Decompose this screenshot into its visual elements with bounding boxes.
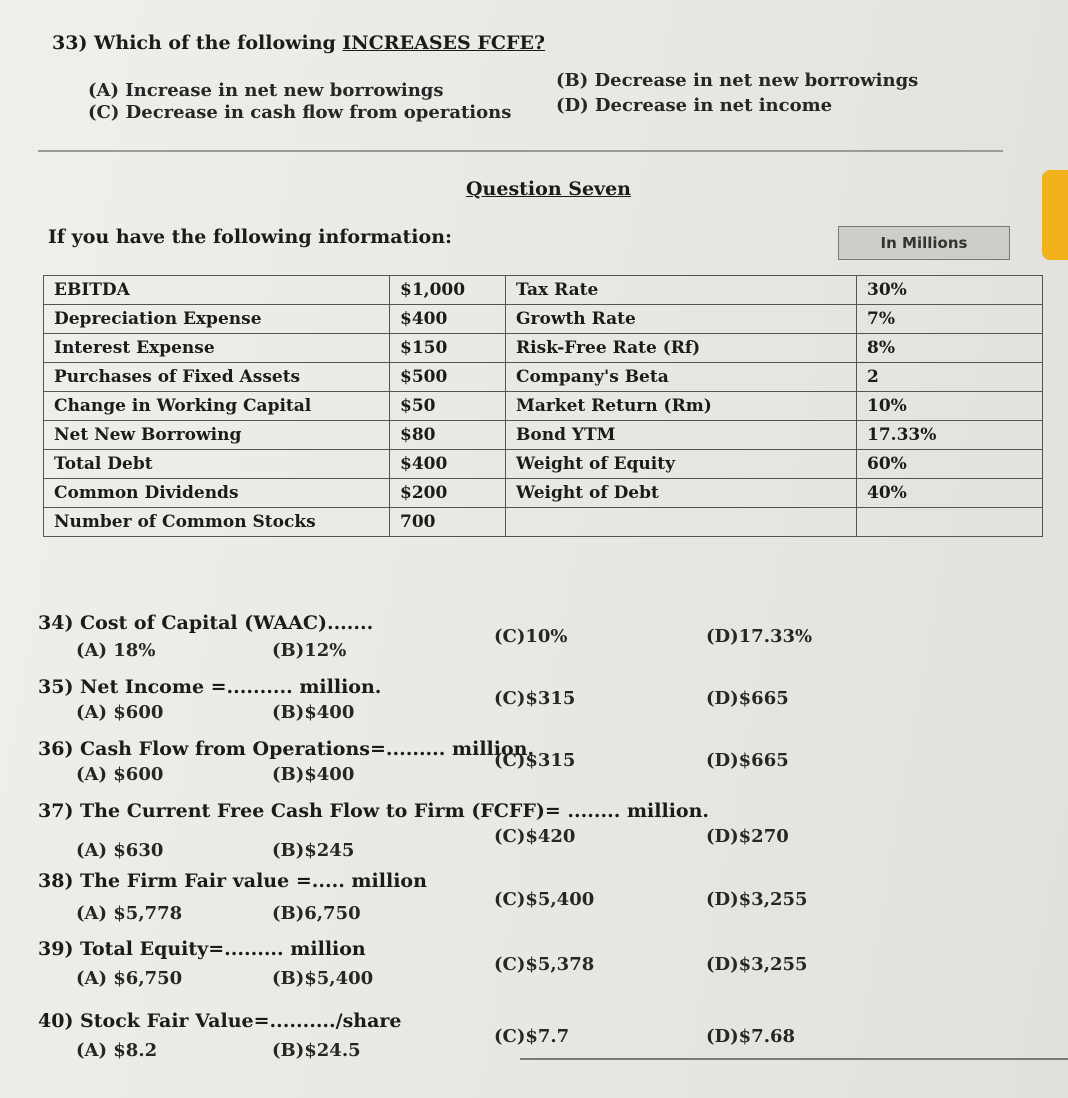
row-value-2: 7% [857, 305, 1043, 334]
answer-option-b: (B)$400 [272, 764, 355, 785]
answer-option-a: (A) $6,750 [76, 968, 183, 989]
answer-option-a: (A) 18% [76, 640, 156, 661]
answer-option-d: (D)$665 [706, 750, 789, 771]
table-row [44, 392, 1043, 421]
question-stem: 39) Total Equity=......... million [38, 938, 366, 960]
row-label: Number of Common Stocks [44, 508, 390, 537]
question-stem: 34) Cost of Capital (WAAC)....... [38, 612, 374, 634]
row-label-2: Bond YTM [506, 421, 857, 450]
row-value-2: 17.33% [857, 421, 1043, 450]
row-value-2: 10% [857, 392, 1043, 421]
answer-option-a: (A) $600 [76, 764, 164, 785]
answer-option-d: (D)17.33% [706, 626, 813, 647]
row-label: Purchases of Fixed Assets [44, 363, 390, 392]
row-label: Net New Borrowing [44, 421, 390, 450]
row-value-2: 30% [857, 276, 1043, 305]
table-row [44, 479, 1043, 508]
row-value: $80 [390, 421, 506, 450]
answer-option-d: (D)$7.68 [706, 1026, 796, 1047]
row-value: $400 [390, 450, 506, 479]
answer-option-b: (B)$245 [272, 840, 355, 861]
q33-option-a: (A) Increase in net new borrowings [88, 80, 444, 101]
row-label: Depreciation Expense [44, 305, 390, 334]
row-label: Common Dividends [44, 479, 390, 508]
table-row [44, 305, 1043, 334]
answer-option-d: (D)$3,255 [706, 954, 808, 975]
answer-option-a: (A) $600 [76, 702, 164, 723]
q33-stem-emphasis: INCREASES FCFE? [342, 32, 546, 54]
row-label-2: Weight of Equity [506, 450, 857, 479]
units-label: In Millions [838, 226, 1010, 260]
answer-option-c: (C)$7.7 [494, 1026, 570, 1047]
table-row [44, 421, 1043, 450]
row-label: Change in Working Capital [44, 392, 390, 421]
question-stem: 37) The Current Free Cash Flow to Firm (FCFF)= ........ million. [38, 800, 710, 822]
row-label-2: Tax Rate [506, 276, 857, 305]
row-value: $150 [390, 334, 506, 363]
answer-option-b: (B)12% [272, 640, 347, 661]
answer-option-c: (C)$5,378 [494, 954, 595, 975]
information-table [43, 275, 1043, 537]
answer-option-b: (B)$24.5 [272, 1040, 361, 1061]
answer-option-a: (A) $630 [76, 840, 164, 861]
answer-option-d: (D)$3,255 [706, 889, 808, 910]
q33-option-d: (D) Decrease in net income [556, 95, 833, 116]
question-stem: 35) Net Income =.......... million. [38, 676, 382, 698]
row-label-2: Company's Beta [506, 363, 857, 392]
table-row [44, 334, 1043, 363]
row-label-2: Weight of Debt [506, 479, 857, 508]
row-value-2: 40% [857, 479, 1043, 508]
q33-option-c: (C) Decrease in cash flow from operations [88, 102, 512, 123]
q33-stem [52, 32, 545, 54]
answer-option-b: (B)6,750 [272, 903, 361, 924]
answer-option-c: (C)$315 [494, 688, 576, 709]
row-value: 700 [390, 508, 506, 537]
q33-option-b: (B) Decrease in net new borrowings [556, 70, 919, 91]
row-value: $200 [390, 479, 506, 508]
answer-option-b: (B)$5,400 [272, 968, 374, 989]
page-edge-tab [1042, 170, 1068, 260]
answer-option-c: (C)$420 [494, 826, 576, 847]
row-label-2: Market Return (Rm) [506, 392, 857, 421]
answer-option-c: (C)$5,400 [494, 889, 595, 910]
section-divider [38, 150, 1003, 152]
answer-option-a: (A) $8.2 [76, 1040, 158, 1061]
q33-stem-text: 33) Which of the following [52, 32, 343, 54]
answer-option-d: (D)$665 [706, 688, 789, 709]
answer-option-c: (C)10% [494, 626, 568, 647]
row-value: $500 [390, 363, 506, 392]
question-stem: 40) Stock Fair Value=........../share [38, 1010, 402, 1032]
row-value: $50 [390, 392, 506, 421]
answer-option-d: (D)$270 [706, 826, 789, 847]
question-stem: 38) The Firm Fair value =..... million [38, 870, 427, 892]
row-label: EBITDA [44, 276, 390, 305]
row-value-2: 2 [857, 363, 1043, 392]
row-value-2: 60% [857, 450, 1043, 479]
table-row [44, 276, 1043, 305]
information-table-body [44, 276, 1043, 537]
table-row [44, 450, 1043, 479]
question-stem: 36) Cash Flow from Operations=......... million. [38, 738, 535, 760]
answer-option-b: (B)$400 [272, 702, 355, 723]
bottom-rule [520, 1058, 1068, 1060]
row-label: Interest Expense [44, 334, 390, 363]
section-title: Question Seven [466, 178, 631, 200]
row-label-2: Risk-Free Rate (Rf) [506, 334, 857, 363]
answer-option-a: (A) $5,778 [76, 903, 183, 924]
intro-text: If you have the following information: [48, 226, 453, 248]
row-label-2 [506, 508, 857, 537]
row-value: $400 [390, 305, 506, 334]
answer-option-c: (C)$315 [494, 750, 576, 771]
table-row [44, 508, 1043, 537]
table-row [44, 363, 1043, 392]
row-value: $1,000 [390, 276, 506, 305]
row-value-2 [857, 508, 1043, 537]
row-label-2: Growth Rate [506, 305, 857, 334]
row-label: Total Debt [44, 450, 390, 479]
row-value-2: 8% [857, 334, 1043, 363]
